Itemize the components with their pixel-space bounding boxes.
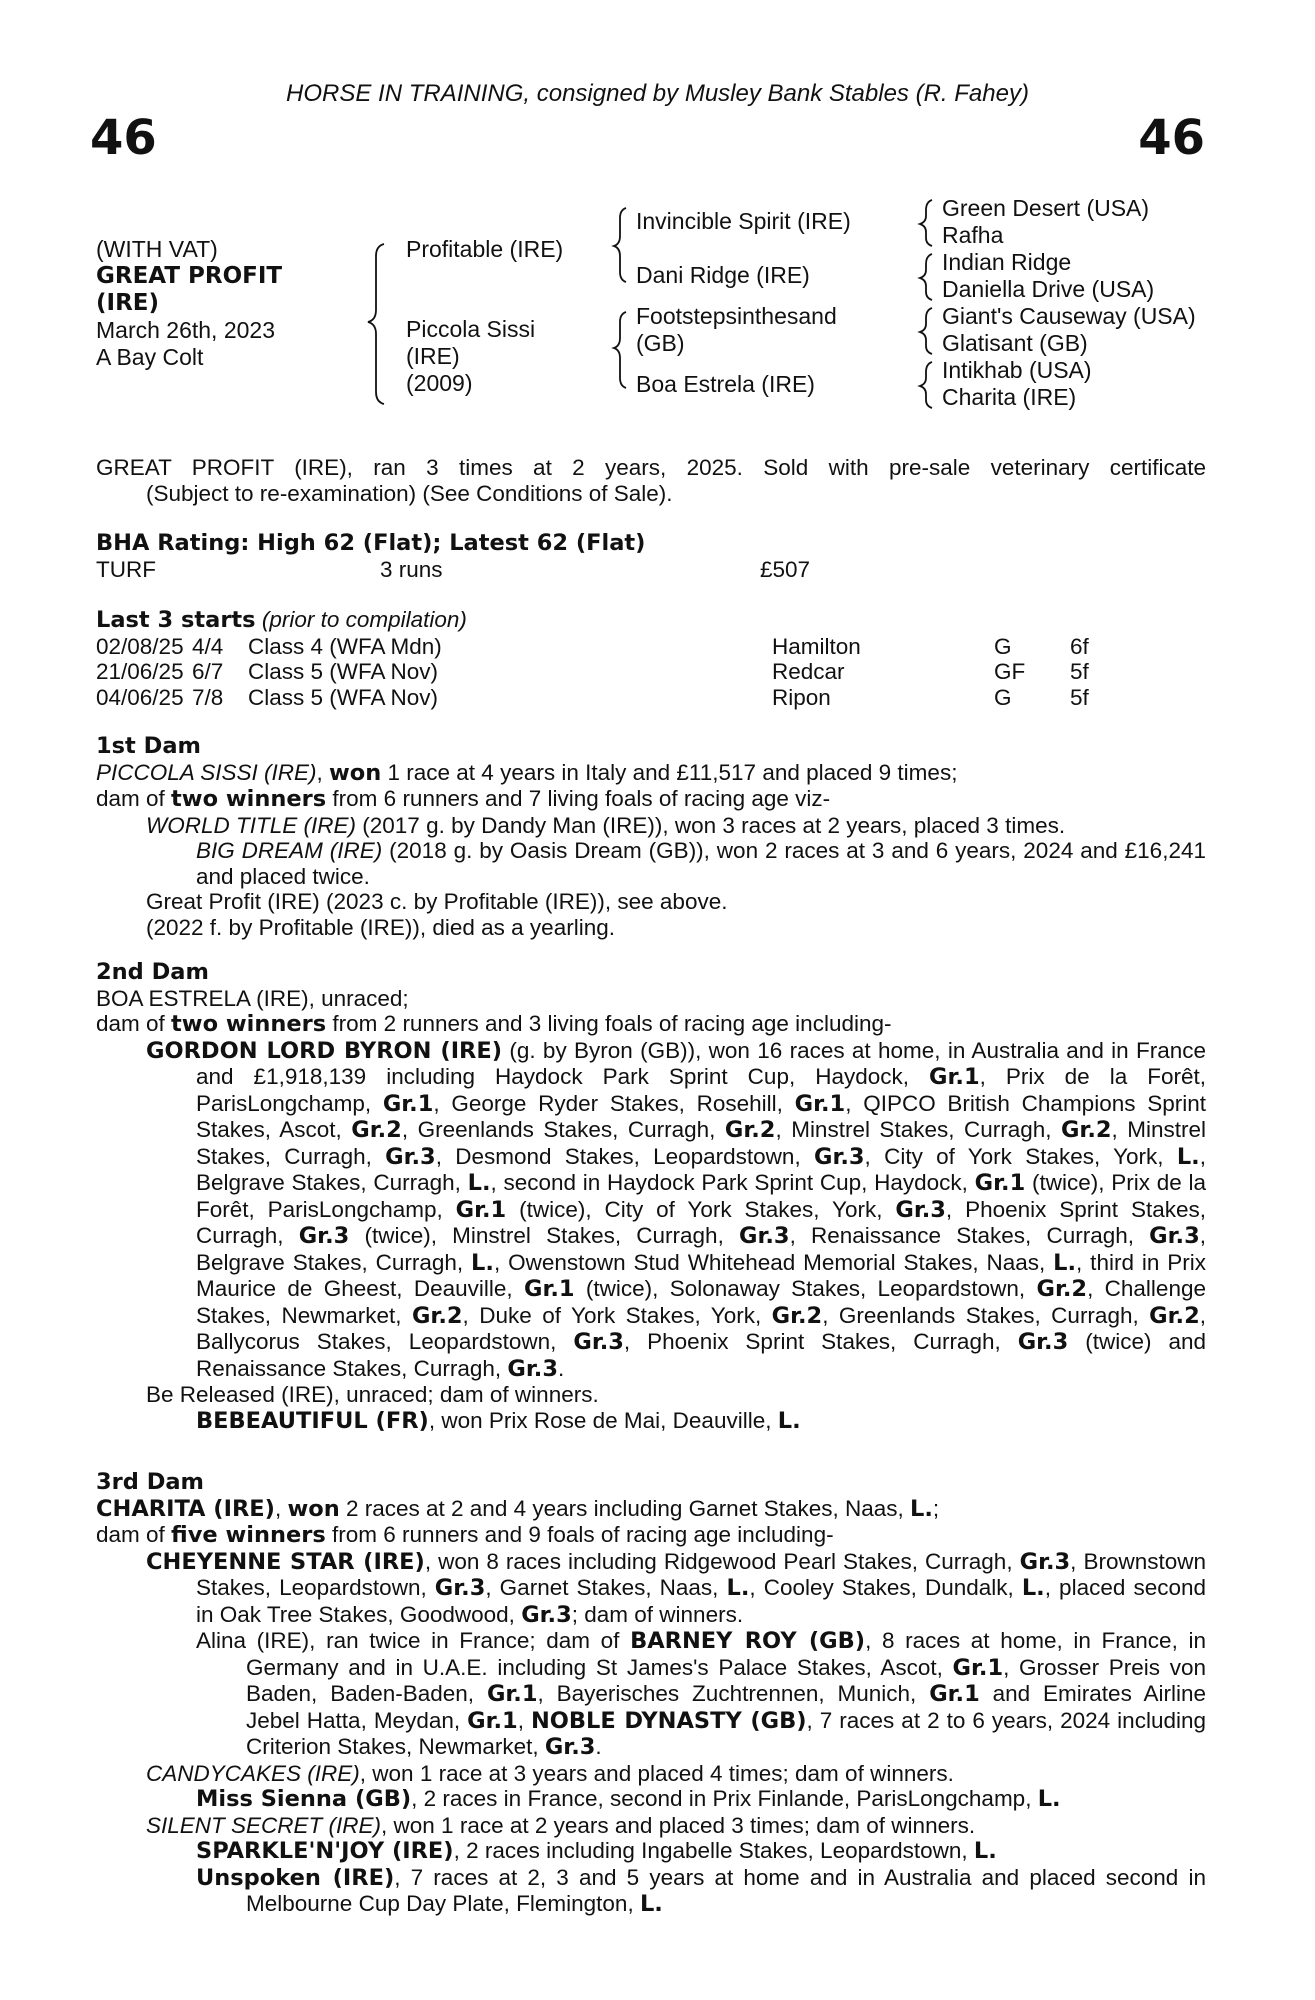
entry-text: , 7 races at 2, 3 and 5 years at home and in Australia and placed second in Melbourne Cup Day Plate, Flemington, (246, 1864, 1206, 1916)
lot-number-right: 46 (1138, 110, 1205, 166)
grade-label: Gr.2 (1036, 1276, 1088, 1302)
offspring-2022-filly: (2022 f. by Profitable (IRE)), died as a yearling. (146, 914, 615, 940)
offspring-world-title: WORLD TITLE (IRE) (146, 812, 357, 838)
start-row (96, 659, 1130, 685)
offspring-record: (2017 g. by Dandy Man (IRE)), won 3 races at 2 years, placed 3 times. (356, 812, 1066, 838)
entry-text: , Renaissance Stakes, Curragh, (789, 1223, 1150, 1248)
entry-text: , Minstrel Stakes, Curragh, (775, 1117, 1061, 1142)
start-course: Redcar (772, 659, 845, 684)
starts-table (96, 634, 1130, 711)
foals-summary: from 2 runners and 3 living foals of racing age including- (326, 1011, 892, 1036)
dam-of-dam: Boa Estrela (IRE) (636, 371, 815, 397)
start-date: 02/08/25 (96, 633, 184, 659)
be-released-entry: Be Released (IRE), unraced; dam of winners. (146, 1382, 599, 1407)
grade-label: Gr.3 (521, 1601, 572, 1628)
start-date: 04/06/25 (96, 684, 184, 710)
grade-label: Gr.3 (507, 1355, 558, 1382)
entry-text: , second in Haydock Park Sprint Cup, Haydock, (490, 1170, 975, 1195)
start-date: 21/06/25 (96, 659, 184, 684)
entry-text: , Greenlands Stakes, Curragh, (401, 1117, 725, 1142)
foals-summary: from 6 runners and 9 foals of racing age including- (325, 1522, 834, 1547)
winners-count: two winners (171, 786, 327, 812)
listed-label: L. (1037, 1786, 1061, 1812)
miss-sienna-name: Miss Sienna (GB) (196, 1786, 412, 1812)
third-dam-heading: 3rd Dam (96, 1469, 204, 1495)
gen3-sds: Indian Ridge (942, 249, 1072, 275)
entry-text: , Greenlands Stakes, Curragh, (822, 1302, 1150, 1328)
grade-label: Gr.1 (486, 1681, 538, 1707)
start-dist: 5f (1070, 684, 1089, 710)
entry-text: , won 1 race at 3 years and placed 4 times; dam of winners. (359, 1760, 954, 1786)
grade-label: Gr.1 (974, 1170, 1026, 1196)
third-dam-section: 3rd Dam CHARITA (IRE), won 2 races at 2 and 4 years including Garnet Stakes, Naas, L.; dam of five winners from 6 runners and 9 foals of racing age including- CHEYENNE STAR (IRE), won 8 races including Ridgewood Pearl Stakes, Curragh, Gr.3, Brownstown Stakes, Leopardstown, Gr.3, Garnet Stakes, Naas, L., Cooley Stakes, Dundalk, L., placed second in Oak Tree Stakes, Goodwood, Gr.3; dam of winners. Alina (IRE), ran twice in France; dam of BARNEY ROY (GB), 8 races at home, in France, in Germany and in U.A.E. including St James's Palace Stakes, Ascot, Gr.1, Grosser Preis von Baden, Baden-Baden, Gr.1, Bayerisches Zuchtrennen, Munich, Gr.1 and Emirates Airline Jebel Hatta, Meydan, Gr.1, NOBLE DYNASTY (GB), 7 races at 2 to 6 years, 2024 including Criterion Stakes, Newmarket, Gr.3. CANDYCAKES (IRE), won 1 race at 3 years and placed 4 times; dam of winners. Miss Sienna (GB), 2 races in France, second in Prix Finlande, ParisLongchamp, L. SILENT SECRET (IRE), won 1 race at 2 years and placed 3 times; dam of winners. SPARKLE'N'JOY (IRE), 2 races including Ingabelle Stakes, Leopardstown, L. Unspoken (IRE), 7 races at 2, 3 and 5 years at home and in Australia and placed second in Melbourne Cup Day Plate, Flemington, L. (96, 1469, 1207, 1917)
last-starts-title: Last 3 starts (96, 607, 256, 633)
entry-text: , Duke of York Stakes, York, (462, 1302, 772, 1328)
sire-of-dam-name: Footstepsinthesand (636, 303, 837, 329)
bha-rating-block (96, 531, 1206, 583)
start-pos: 4/4 (192, 633, 224, 659)
entry-text: , Desmond Stakes, Leopardstown, (435, 1143, 814, 1169)
entry-text: , Garnet Stakes, Naas, (485, 1575, 727, 1600)
offspring-big-dream: BIG DREAM (IRE) (196, 838, 383, 863)
second-dam-section (96, 960, 1206, 1434)
candycakes-name: CANDYCAKES (IRE) (146, 1760, 360, 1786)
entry-text: , won 8 races including Ridgewood Pearl Stakes, Curragh, (424, 1548, 1020, 1574)
offspring-record: (2018 g. by Oasis Dream (GB)), won 2 races at 3 and 6 years, 2024 and £16,241 and placed twice. (196, 838, 1206, 889)
entry-text: , Grosser Preis von Baden, Baden-Baden, (246, 1654, 1206, 1706)
grade-label: Gr.3 (1019, 1548, 1071, 1575)
first-dam-name: PICCOLA SISSI (IRE) (96, 759, 317, 785)
dam-year: (2009) (406, 370, 473, 396)
grade-label: Gr.3 (813, 1143, 865, 1170)
listed-label: L. (910, 1495, 933, 1522)
entry-text: , Belgrave Stakes, Curragh, (196, 1143, 1206, 1195)
entry-text: (twice) and Renaissance Stakes, Curragh, (196, 1329, 1206, 1381)
listed-label: L. (1021, 1575, 1045, 1601)
gen3-sdd: Daniella Drive (USA) (942, 276, 1155, 302)
sparklenjoy-entry (96, 1838, 1206, 1865)
grade-label: Gr.1 (794, 1090, 846, 1117)
horse-name: GREAT PROFIT (96, 263, 283, 289)
entry-text: , placed second in Oak Tree Stakes, Goodwood, (196, 1575, 1206, 1627)
won-label: won (328, 759, 382, 786)
start-class: Class 5 (WFA Nov) (248, 684, 439, 710)
dam (406, 316, 535, 397)
start-row (96, 685, 1130, 711)
grade-label: Gr.2 (1149, 1302, 1200, 1329)
candycakes-entry (96, 1761, 1206, 1787)
grade-label: Gr.2 (724, 1117, 776, 1143)
barney-roy-name: BARNEY ROY (GB) (630, 1628, 866, 1654)
entry-text: , Brownstown Stakes, Leopardstown, (196, 1548, 1207, 1600)
entry-text: , won 1 race at 2 years and placed 3 times; dam of winners. (381, 1812, 976, 1838)
entry-text: , Ballycorus Stakes, Leopardstown, (196, 1302, 1206, 1354)
grade-label: Gr.3 (1017, 1329, 1069, 1355)
entry-text: , 2 races including Ingabelle Stakes, Leopardstown, (453, 1838, 974, 1863)
listed-label: L. (639, 1891, 663, 1917)
entry-text: , Cooley Stakes, Dundalk, (749, 1575, 1022, 1600)
grade-label: Gr.2 (411, 1302, 463, 1329)
first-dam-heading: 1st Dam (96, 733, 201, 759)
third-dam-name: CHARITA (IRE) (96, 1495, 275, 1522)
lot-number-left: 46 (90, 110, 157, 166)
sparklenjoy-name: SPARKLE'N'JOY (IRE) (196, 1838, 454, 1864)
listed-label: L. (471, 1249, 494, 1276)
bebeautiful-name: BEBEAUTIFUL (FR) (196, 1407, 429, 1434)
foals-summary: from 6 runners and 7 living foals of racing age viz- (326, 786, 831, 811)
listed-label: L. (1053, 1249, 1077, 1276)
entry-text: , Prix de la Forêt, ParisLongchamp, (196, 1064, 1207, 1116)
start-pos: 7/8 (192, 684, 224, 710)
grade-label: Gr.3 (1149, 1223, 1200, 1249)
alina-entry: Alina (IRE), ran twice in France; dam of BARNEY ROY (GB), 8 races at home, in France, in Germany and in U.A.E. including St James's Palace Stakes, Ascot, Gr.1, Grosser Preis von Baden, Baden-Baden, Gr.1, Bayerisches Zuchtrennen, Munich, Gr.1 and Emirates Airline Jebel Hatta, Meydan, Gr.1, NOBLE DYNASTY (GB), 7 races at 2 to 6 years, 2024 including Criterion Stakes, Newmarket, Gr.3. (196, 1628, 1206, 1760)
listed-label: L. (1176, 1143, 1200, 1170)
third-dam-record: 2 races at 2 and 4 years including Garnet Stakes, Naas, (339, 1495, 911, 1521)
dam-suffix: (IRE) (406, 343, 460, 369)
grade-label: Gr.3 (434, 1575, 486, 1601)
gen3-dsd: Glatisant (GB) (942, 330, 1088, 356)
sire-of-dam (636, 303, 837, 357)
listed-label: L. (726, 1575, 750, 1601)
silent-secret-entry (96, 1813, 1206, 1839)
entry-text: ; dam of winners. (571, 1601, 744, 1627)
won-label: won (287, 1495, 340, 1522)
grade-label: Gr.3 (385, 1143, 436, 1170)
gen3-ddd: Charita (IRE) (942, 384, 1077, 410)
entry-text: , Belgrave Stakes, Curragh, (196, 1223, 1206, 1275)
start-class: Class 5 (WFA Nov) (248, 659, 439, 684)
entry-text: (twice), Prix de la Forêt, ParisLongchamp, (196, 1170, 1206, 1222)
gen3-dds: Intikhab (USA) (942, 357, 1092, 383)
sire-of-sire: Invincible Spirit (IRE) (636, 208, 851, 234)
start-dist: 5f (1070, 659, 1089, 684)
grade-label: Gr.1 (929, 1681, 980, 1707)
entry-text: , Minstrel Stakes, Curragh, (196, 1117, 1207, 1169)
sire: Profitable (IRE) (406, 236, 564, 262)
noble-dynasty-name: NOBLE DYNASTY (GB) (530, 1707, 807, 1734)
entry-text: (twice), City of York Stakes, York, (506, 1196, 896, 1222)
miss-sienna-entry (96, 1786, 1206, 1813)
gen3-dss: Giant's Causeway (USA) (942, 303, 1196, 329)
listed-label: L. (777, 1407, 801, 1434)
entry-text: , Phoenix Sprint Stakes, Curragh, (623, 1329, 1018, 1354)
gordon-lord-byron-name: GORDON LORD BYRON (IRE) (146, 1037, 503, 1064)
start-pos: 6/7 (192, 659, 224, 684)
second-dam-heading: 2nd Dam (96, 959, 209, 985)
cheyenne-star-entry (96, 1549, 1206, 1629)
start-dist: 6f (1070, 633, 1089, 659)
grade-label: Gr.2 (771, 1302, 823, 1329)
bebeautiful-entry (96, 1408, 1206, 1435)
consignor-header: HORSE IN TRAINING, consigned by Musley Bank Stables (R. Fahey) (286, 80, 1029, 107)
unspoken-name: Unspoken (IRE) (196, 1864, 395, 1891)
entry-text: , City of York Stakes, York, (864, 1143, 1177, 1169)
vat-note: (WITH VAT) (96, 236, 218, 262)
entry-text: , Owenstown Stud Whitehead Memorial Stakes, Naas, (493, 1249, 1054, 1275)
grade-label: Gr.3 (739, 1223, 790, 1249)
start-course: Ripon (772, 684, 831, 710)
gen3-list (942, 195, 1196, 411)
first-dam-section: 1st Dam PICCOLA SISSI (IRE), won 1 race at 4 years in Italy and £11,517 and placed 9 times; dam of two winners from 6 runners and 7 living foals of racing age viz- WORLD TITLE (IRE) (2017 g. by Dandy Man (IRE)), won 3 races at 2 years, placed 3 times. BIG DREAM (IRE) (2018 g. by Oasis Dream (GB)), won 2 races at 3 and 6 years, 2024 and £16,241 and placed twice. Great Profit (IRE) (2023 c. by Profitable (IRE)), see above. (2022 f. by Profitable (IRE)), died as a yearling. (96, 733, 1206, 940)
grade-label: Gr.3 (573, 1329, 624, 1355)
horse-description: A Bay Colt (96, 344, 204, 370)
listed-label: L. (973, 1838, 997, 1864)
grade-label: Gr.1 (952, 1654, 1004, 1681)
horse-suffix: (IRE) (96, 290, 160, 316)
listed-label: L. (467, 1170, 491, 1196)
entry-text: (twice), Minstrel Stakes, Curragh, (349, 1223, 739, 1248)
second-dam-line: BOA ESTRELA (IRE), unraced; (96, 985, 409, 1011)
prize-money: £507 (760, 556, 811, 582)
race-summary (96, 455, 1206, 506)
sire-of-dam-suffix: (GB) (636, 330, 685, 356)
entry-text: (g. by Byron (GB)), won 16 races at home, in Australia and in France and £1,918,139 including Haydock Park Sprint Cup, Haydock, (196, 1037, 1206, 1089)
entry-text: Alina (IRE), ran twice in France; dam of (196, 1628, 631, 1653)
grade-label: Gr.1 (524, 1276, 575, 1302)
surface: TURF (96, 556, 156, 582)
grade-label: Gr.2 (1060, 1117, 1112, 1143)
start-going: GF (994, 659, 1026, 684)
start-course: Hamilton (772, 633, 861, 659)
dam-of-label: dam of (96, 1522, 172, 1547)
start-class: Class 4 (WFA Mdn) (248, 633, 442, 659)
summary-line2: (Subject to re-examination) (See Conditions of Sale). (146, 480, 673, 506)
grade-label: Gr.3 (544, 1734, 596, 1760)
grade-label: Gr.3 (895, 1196, 946, 1223)
entry-text: , third in Prix Maurice de Gheest, Deauville, (196, 1249, 1206, 1301)
dam-of-sire: Dani Ridge (IRE) (636, 262, 810, 288)
dam-of-label: dam of (96, 1011, 172, 1036)
entry-text: , 2 races in France, second in Prix Finlande, ParisLongchamp, (411, 1786, 1038, 1811)
grade-label: Gr.1 (929, 1064, 980, 1090)
cheyenne-star-name: CHEYENNE STAR (IRE) (146, 1548, 425, 1575)
winners-count: five winners (171, 1522, 326, 1548)
entry-text: , won Prix Rose de Mai, Deauville, (428, 1407, 778, 1433)
entry-text: , 8 races at home, in France, in Germany and in U.A.E. including St James's Palace Stakes, Ascot, (246, 1628, 1206, 1680)
unspoken-entry (96, 1865, 1206, 1918)
first-dam-record: 1 race at 4 years in Italy and £11,517 and placed 9 times; (381, 759, 958, 785)
entry-text: , QIPCO British Champions Sprint Stakes, Ascot, (196, 1090, 1206, 1142)
entry-text: and Emirates Airline Jebel Hatta, Meydan, (246, 1681, 1206, 1733)
last-starts (96, 607, 1206, 710)
entry-text: , Challenge Stakes, Newmarket, (196, 1276, 1206, 1328)
grade-label: Gr.3 (298, 1223, 350, 1249)
entry-text: , 7 races at 2 to 6 years, 2024 including Criterion Stakes, Newmarket, (246, 1707, 1206, 1759)
entry-text: , George Ryder Stakes, Rosehill, (433, 1090, 795, 1116)
grade-label: Gr.2 (351, 1117, 402, 1143)
silent-secret-name: SILENT SECRET (IRE) (146, 1812, 382, 1838)
start-going: G (994, 633, 1012, 659)
gordon-lord-byron-entry: GORDON LORD BYRON (IRE) (g. by Byron (GB)), won 16 races at home, in Australia and in France and £1,918,139 including Haydock Park Sprint Cup, Haydock, Gr.1, Prix de la Forêt, ParisLongchamp, Gr.1, George Ryder Stakes, Rosehill, Gr.1, QIPCO British Champions Sprint Stakes, Ascot, Gr.2, Greenlands Stakes, Curragh, Gr.2, Minstrel Stakes, Curragh, Gr.2, Minstrel Stakes, Curragh, Gr.3, Desmond Stakes, Leopardstown, Gr.3, City of York Stakes, York, L., Belgrave Stakes, Curragh, L., second in Haydock Park Sprint Cup, Haydock, Gr.1 (twice), Prix de la Forêt, ParisLongchamp, Gr.1 (twice), City of York Stakes, York, Gr.3, Phoenix Sprint Stakes, Curragh, Gr.3 (twice), Minstrel Stakes, Curragh, Gr.3, Renaissance Stakes, Curragh, Gr.3, Belgrave Stakes, Curragh, L., Owenstown Stud Whitehead Memorial Stakes, Naas, L., third in Prix Maurice de Gheest, Deauville, Gr.1 (twice), Solonaway Stakes, Leopardstown, Gr.2, Challenge Stakes, Newmarket, Gr.2, Duke of York Stakes, York, Gr.2, Greenlands Stakes, Curragh, Gr.2, Ballycorus Stakes, Leopardstown, Gr.3, Phoenix Sprint Stakes, Curragh, Gr.3 (twice) and Renaissance Stakes, Curragh, Gr.3. (146, 1037, 1207, 1382)
last-starts-note: (prior to compilation) (261, 607, 467, 632)
gen3-ssd: Rafha (942, 222, 1004, 248)
gen3-sss: Green Desert (USA) (942, 195, 1150, 221)
start-going: G (994, 684, 1012, 710)
dam-of-label: dam of (96, 786, 172, 811)
grade-label: Gr.1 (382, 1090, 434, 1117)
offspring-great-profit: Great Profit (IRE) (2023 c. by Profitable (IRE)), see above. (146, 889, 728, 914)
summary-line1: GREAT PROFIT (IRE), ran 3 times at 2 years, 2025. Sold with pre-sale veterinary certificate (96, 455, 1206, 480)
entry-text: , Phoenix Sprint Stakes, Curragh, (196, 1196, 1206, 1248)
grade-label: Gr.1 (467, 1707, 518, 1734)
entry-text: , Bayerisches Zuchtrennen, Munich, (537, 1681, 930, 1706)
dam-name: Piccola Sissi (406, 316, 536, 342)
bha-rating: BHA Rating: High 62 (Flat); Latest 62 (Flat) (96, 530, 646, 556)
grade-label: Gr.1 (455, 1196, 507, 1223)
start-row (96, 634, 1130, 660)
winners-count: two winners (171, 1011, 327, 1037)
runs-count: 3 runs (380, 556, 443, 582)
foaling-date: March 26th, 2023 (96, 317, 276, 343)
entry-text: (twice), Solonaway Stakes, Leopardstown, (574, 1276, 1037, 1301)
